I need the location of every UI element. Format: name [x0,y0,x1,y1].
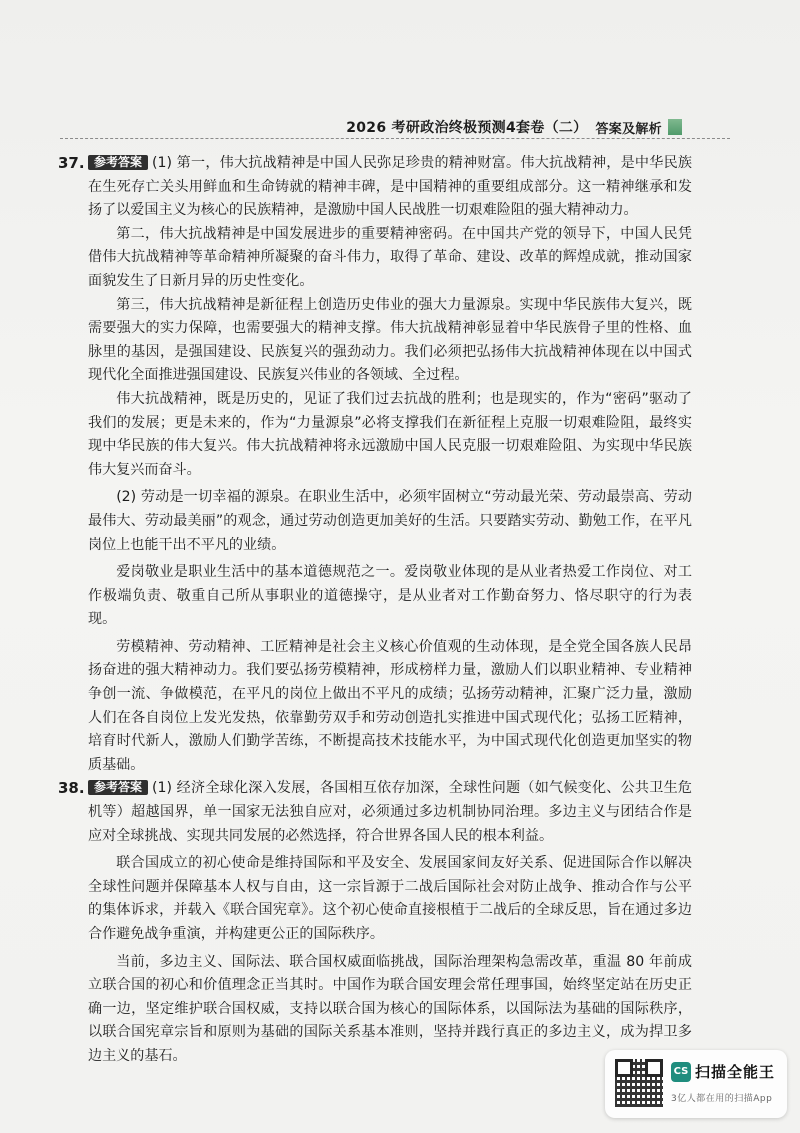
paragraph-text: (1) 第一，伟大抗战精神是中国人民弥足珍贵的精神财富。伟大抗战精神，是中华民族在生死存亡关头用鲜血和生命铸就的精神丰碑，是中国精神的重要组成部分。这一精神继承和发扬了以爱国主义为核心的民族精神，是激励中国人民战胜一切艰难险阻的强大精神动力。 [88,155,692,219]
answer-tag: 参考答案 [88,780,148,795]
question-37 [58,152,692,777]
paragraph: 伟大抗战精神，既是历史的，见证了我们过去抗战的胜利；也是现实的，作为“密码”驱动了我们的发展；更是未来的，作为“力量源泉”必将支撑我们在新征程上克服一切艰难险阻，最终实现中华民族的伟大复兴。伟大抗战精神将永远激励中国人民克服一切艰难险阻、为实现中华民族伟大复兴而奋斗。 [88,390,692,478]
paragraph [88,777,692,848]
header-divider [60,138,730,139]
page-header [330,117,682,137]
paragraph: 爱岗敬业是职业生活中的基本道德规范之一。爱岗敬业体现的是从业者热爱工作岗位、对工作极端负责、敬重自己所从事职业的道德操守，是从业者对工作勤奋努力、恪尽职守的行为表现。 [88,564,692,628]
question-number: 38. [58,779,85,798]
header-title: 2026 考研政治终极预测4套卷（二） [346,120,588,136]
paragraph: 联合国成立的初心使命是维持国际和平及安全、发展国家间友好关系、促进国际合作以解决全球性问题并保障基本人权与自由，这一宗旨源于二战后国际社会对防止战争、推动合作与公平的集体诉求，并载入《联合国宪章》。这个初心使命直接根植于二战后的全球反思，旨在通过多边合作避免战争重演，并构建更公正的国际秩序。 [88,855,692,942]
paragraph: 第二，伟大抗战精神是中国发展进步的重要精神密码。在中国共产党的领导下，中国人民凭借伟大抗战精神等革命精神所凝聚的奋斗伟力，取得了革命、建设、改革的辉煌成就，推动国家面貌发生了日新月异的历史性变化。 [88,225,692,289]
answer-content [58,152,692,1069]
paragraph [88,152,692,223]
qr-code-icon [615,1059,663,1107]
question-number: 37. [58,154,85,172]
paragraph-text: (1) 经济全球化深入发展，各国相互依存加深，全球性问题（如气候变化、公共卫生危机等）超越国界，单一国家无法独自应对，必须通过多边机制协同治理。多边主义与团结合作是应对全球挑战、实现共同发展的必然选择，符合世界各国人民的根本利益。 [88,780,692,844]
watermark-name: 扫描全能王 [695,1063,776,1081]
paragraph: 当前，多边主义、国际法、联合国权威面临挑战，国际治理架构急需改革，重温 80 年前成立联合国的初心和价值理念正当其时。中国作为联合国安理会常任理事国，始终坚定站在历史正确一边，坚定维护联合国权威，支持以联合国为核心的国际体系，以国际法为基础的国际秩序，以联合国宪章宗旨和原则为基础的国际关系基本准则，坚持并践行真正的多边主义，成为捍卫多边主义的基石。 [88,953,692,1064]
header-marker-icon [668,119,682,135]
paragraph: (2) 劳动是一切幸福的源泉。在职业生活中，必须牢固树立“劳动最光荣、劳动最崇高、劳动最伟大、劳动最美丽”的观念，通过劳动创造更加美好的生活。只要踏实劳动、勤勉工作，在平凡岗位上也能干出不平凡的业绩。 [88,489,692,553]
header-subtitle: 答案及解析 [595,121,662,137]
paragraph: 第三，伟大抗战精神是新征程上创造历史伟业的强大力量源泉。实现中华民族伟大复兴，既需要强大的实力保障，也需要强大的精神支撑。伟大抗战精神彰显着中华民族骨子里的性格、血脉里的基因，是强国建设、民族复兴的强劲动力。我们必须把弘扬伟大抗战精神体现在以中国式现代化全面推进强国建设、民族复兴伟业的各领域、全过程。 [88,296,692,384]
answer-tag: 参考答案 [88,155,148,170]
paragraph: 劳模精神、劳动精神、工匠精神是社会主义核心价值观的生动体现，是全党全国各族人民昂扬奋进的强大精神动力。我们要弘扬劳模精神，形成榜样力量，激励人们以职业精神、专业精神争创一流、争做模范，在平凡的岗位上做出不平凡的成绩；弘扬劳动精神，汇聚广泛力量，激励人们在各自岗位上发光发热，依靠勤劳双手和劳动创造扎实推进中国式现代化；弘扬工匠精神，培育时代新人，激励人们勤学苦练，不断提高技术技能水平，为中国式现代化创造更加坚实的物质基础。 [88,638,692,773]
question-38 [58,777,692,1068]
scanner-watermark [605,1050,787,1118]
watermark-tagline: 3亿人都在用的扫描App [671,1094,773,1104]
camscanner-logo-icon: CS [671,1062,691,1082]
